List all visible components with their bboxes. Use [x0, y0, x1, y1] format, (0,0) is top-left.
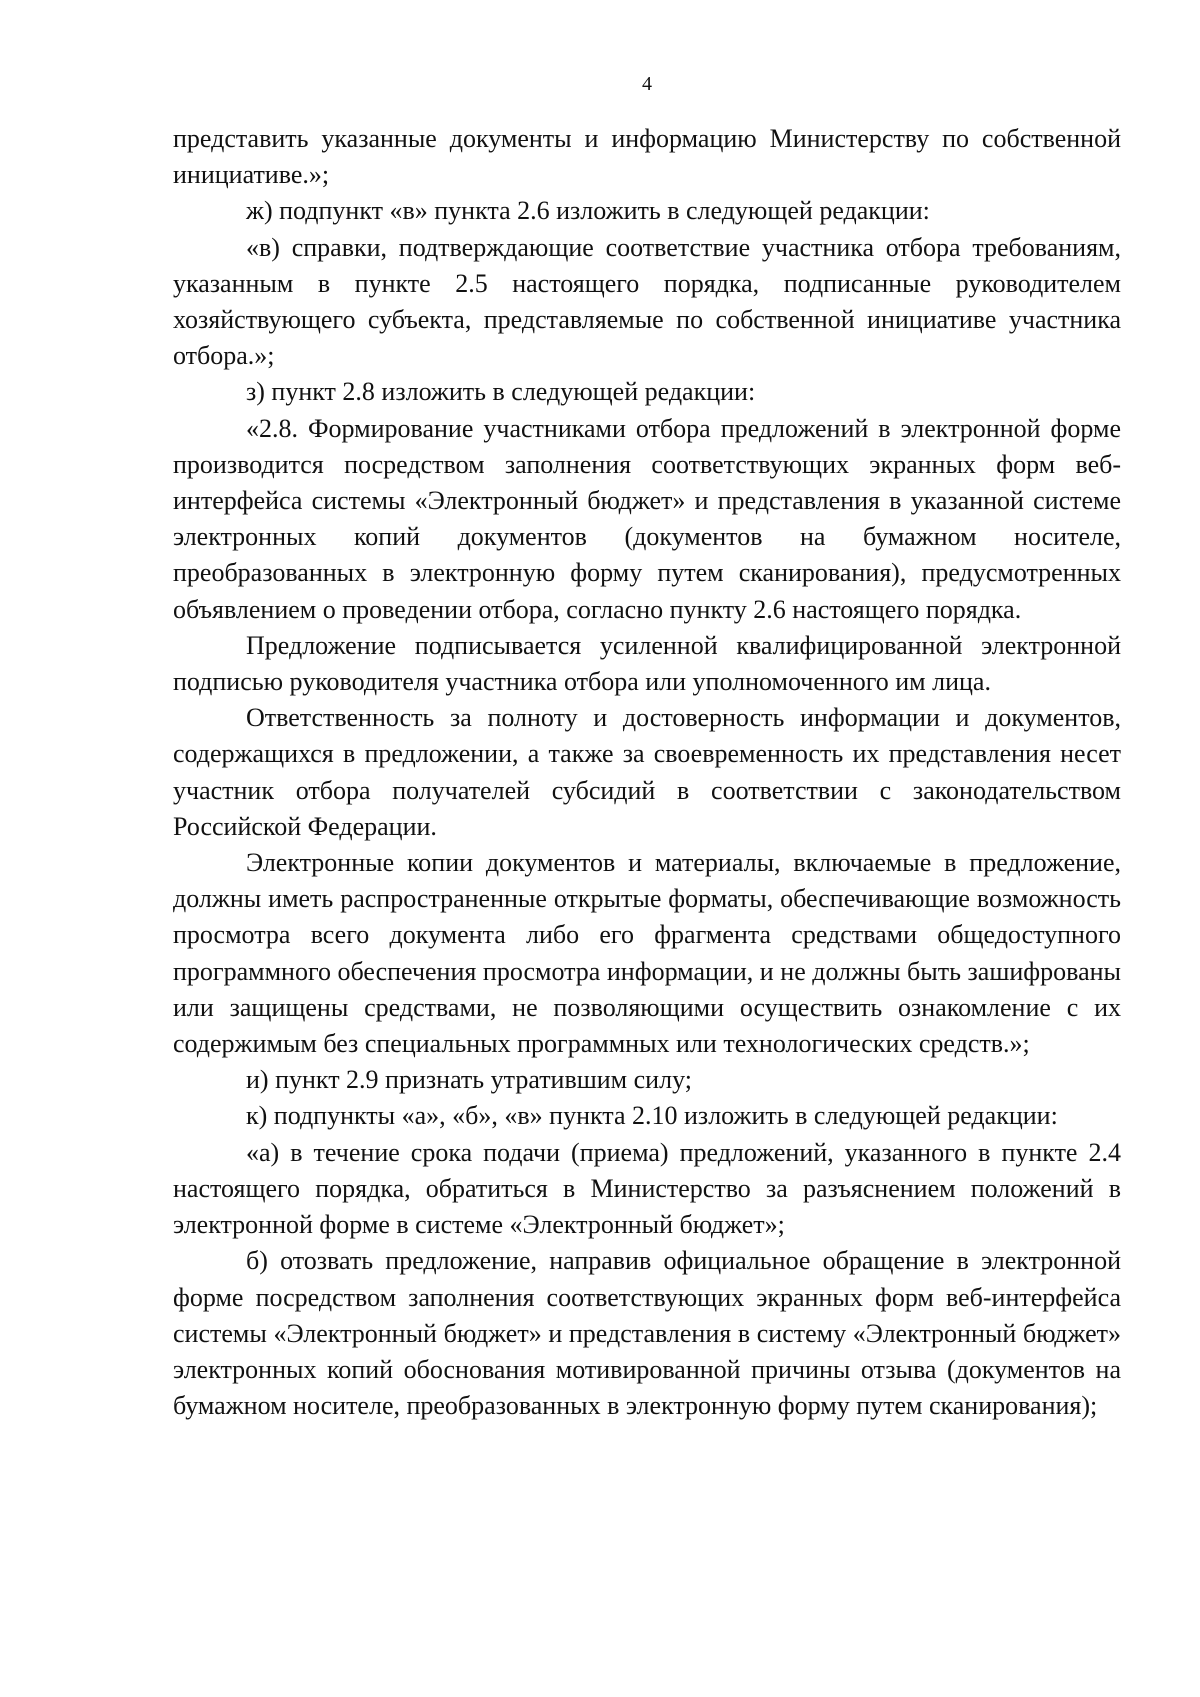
paragraph-continuation: представить указанные документы и информацию Министерству по собственной инициативе.»;	[173, 124, 1121, 190]
paragraph-subitem-z: з) пункт 2.8 изложить в следующей редакции:	[246, 377, 756, 407]
paragraph-subitem-k: к) подпункты «а», «б», «в» пункта 2.10 изложить в следующей редакции:	[246, 1101, 1058, 1131]
paragraph-subitem-i: и) пункт 2.9 признать утратившим силу;	[246, 1065, 692, 1095]
paragraph-signature: Предложение подписывается усиленной квалифицированной электронной подписью руководителя участника отбора или уполномоченного им лица.	[173, 630, 1121, 697]
paragraph-subitem-zh: ж) подпункт «в» пункта 2.6 изложить в следующей редакции:	[246, 196, 930, 226]
paragraph-electronic-copies: Электронные копии документов и материалы, включаемые в предложение, должны иметь распространенные открытые форматы, обеспечивающие возможность просмотра всего документа либо его фрагмента средствами общедоступного программного обеспечения просмотра информации, и не должны быть зашифрованы или защищены средствами, не позволяющими осуществить ознакомление с их содержимым без специальных программных или технологических средств.»;	[173, 848, 1121, 1059]
paragraph-responsibility: Ответственность за полноту и достоверность информации и документов, содержащихся в предложении, а также за своевременность их представления несет участник отбора получателей субсидий в соответствии с законодательством Российской Федерации.	[173, 703, 1121, 841]
paragraph-quote-a: «а) в течение срока подачи (приема) предложений, указанного в пункте 2.4 настоящего порядка, обратиться в Министерство за разъяснением положений в электронной форме в системе «Электронный бюджет»;	[173, 1137, 1121, 1240]
page-number: 4	[642, 73, 652, 95]
paragraph-quote-v: «в) справки, подтверждающие соответствие участника отбора требованиям, указанным в пункте 2.5 настоящего порядка, подписанные руководителем хозяйствующего субъекта, представляемые по собственной инициативе участника отбора.»;	[173, 232, 1121, 371]
document-body	[173, 121, 1121, 1424]
paragraph-quote-2-8: «2.8. Формирование участниками отбора предложений в электронной форме производится посредством заполнения соответствующих экранных форм веб-интерфейса системы «Электронный бюджет» и представления в указанной системе электронных копий документов (документов на бумажном носителе, преобразованных в электронную форму путем сканирования), предусмотренных объявлением о проведении отбора, согласно пункту 2.6 настоящего порядка.	[173, 413, 1121, 624]
paragraph-quote-b: б) отозвать предложение, направив официальное обращение в электронной форме посредством заполнения соответствующих экранных форм веб-интерфейса системы «Электронный бюджет» и представления в систему «Электронный бюджет» электронных копий обоснования мотивированной причины отзыва (документов на бумажном носителе, преобразованных в электронную форму путем сканирования);	[173, 1246, 1121, 1421]
